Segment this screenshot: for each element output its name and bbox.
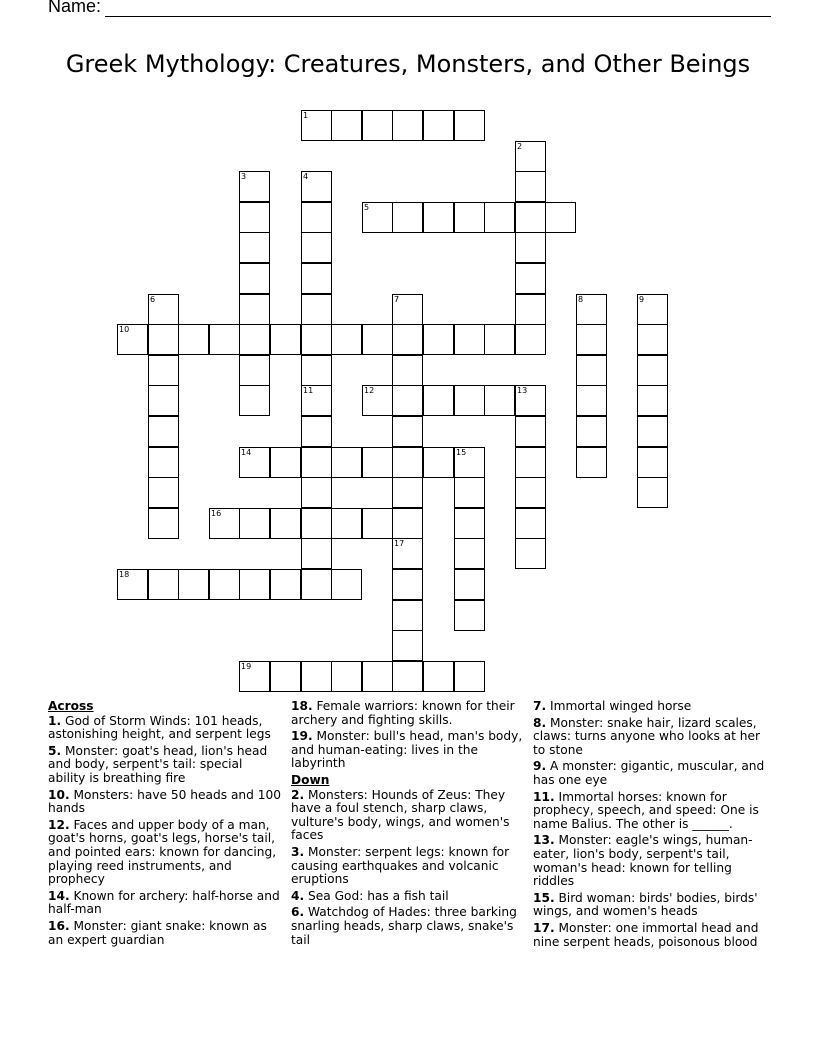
grid-cell[interactable] xyxy=(454,447,485,478)
grid-cell[interactable] xyxy=(392,110,423,141)
grid-cell[interactable] xyxy=(484,324,515,355)
grid-cell[interactable] xyxy=(515,416,546,447)
grid-cell[interactable] xyxy=(515,385,546,416)
grid-cell[interactable] xyxy=(515,232,546,263)
grid-cell[interactable] xyxy=(239,263,270,294)
grid-cell[interactable] xyxy=(209,508,240,539)
grid-cell[interactable] xyxy=(576,447,607,478)
grid-cell[interactable] xyxy=(301,569,332,600)
clue-across-12: 12. Faces and upper body of a man, goat's horns, goat's legs, horse's tail, and pointed ears: known for dancing, playing reed instruments, and prophecy xyxy=(48,817,277,887)
grid-cell[interactable] xyxy=(637,416,668,447)
clue-number: 6 xyxy=(150,295,156,304)
grid-cell[interactable] xyxy=(239,355,270,386)
clue-down-2: 2. Monsters: Hounds of Zeus: They have a foul stench, sharp claws, vulture's body, wings, and women's faces xyxy=(291,787,510,843)
clue-number: 10 xyxy=(119,325,130,334)
grid-cell[interactable] xyxy=(239,508,270,539)
grid-cell[interactable] xyxy=(423,324,454,355)
clue-down-3: 3. Monster: serpent legs: known for causing earthquakes and volcanic eruptions xyxy=(291,844,510,887)
grid-cell[interactable] xyxy=(270,569,301,600)
grid-cell[interactable] xyxy=(148,569,179,600)
grid-cell[interactable] xyxy=(239,447,270,478)
grid-cell[interactable] xyxy=(362,447,393,478)
clue-number: 16 xyxy=(211,509,222,518)
grid-cell[interactable] xyxy=(301,477,332,508)
clue-down-8: 8. Monster: snake hair, lizard scales, claws: turns anyone who looks at her to stone xyxy=(533,715,761,757)
grid-cell[interactable] xyxy=(454,202,485,233)
grid-cell[interactable] xyxy=(392,538,423,569)
grid-cell[interactable] xyxy=(301,447,332,478)
clue-number: 12 xyxy=(364,386,375,395)
grid-cell[interactable] xyxy=(637,385,668,416)
grid-cell[interactable] xyxy=(148,294,179,325)
grid-cell[interactable] xyxy=(270,324,301,355)
grid-cell[interactable] xyxy=(178,324,209,355)
grid-cell[interactable] xyxy=(392,661,423,692)
clue-number: 8 xyxy=(578,295,584,304)
clue-down-7: 7. Immortal winged horse xyxy=(533,699,692,713)
grid-cell[interactable] xyxy=(331,508,362,539)
clue-number: 15 xyxy=(456,448,467,457)
grid-cell[interactable] xyxy=(637,477,668,508)
grid-cell[interactable] xyxy=(454,600,485,631)
clue-number: 5 xyxy=(364,203,370,212)
grid-cell[interactable] xyxy=(392,447,423,478)
clue-number: 1 xyxy=(303,111,309,120)
grid-cell[interactable] xyxy=(301,324,332,355)
grid-cell[interactable] xyxy=(484,385,515,416)
clue-number: 9 xyxy=(639,295,645,304)
grid-cell[interactable] xyxy=(515,508,546,539)
grid-cell[interactable] xyxy=(515,294,546,325)
clue-across-14: 14. Known for archery: half-horse and half-man xyxy=(48,888,280,917)
grid-cell[interactable] xyxy=(148,355,179,386)
clue-number: 4 xyxy=(303,172,309,181)
grid-cell[interactable] xyxy=(454,110,485,141)
clue-across-10: 10. Monsters: have 50 heads and 100 hands xyxy=(48,787,282,816)
grid-cell[interactable] xyxy=(576,324,607,355)
page-title: Greek Mythology: Creatures, Monsters, and Other Beings xyxy=(65,50,751,78)
grid-cell[interactable] xyxy=(301,263,332,294)
clue-across-5: 5. Monster: goat's head, lion's head and body, serpent's tail: special ability is breathing fire xyxy=(48,743,268,785)
grid-cell[interactable] xyxy=(117,324,148,355)
grid-cell[interactable] xyxy=(637,447,668,478)
grid-cell[interactable] xyxy=(576,294,607,325)
grid-cell[interactable] xyxy=(301,416,332,447)
grid-cell[interactable] xyxy=(515,263,546,294)
grid-cell[interactable] xyxy=(576,385,607,416)
grid-cell[interactable] xyxy=(423,385,454,416)
clue-down-17: 17. Monster: one immortal head and nine serpent heads, poisonous blood xyxy=(533,920,759,949)
clue-number: 19 xyxy=(241,662,252,671)
grid-cell[interactable] xyxy=(148,324,179,355)
grid-cell[interactable] xyxy=(515,202,546,233)
grid-cell[interactable] xyxy=(576,416,607,447)
grid-cell[interactable] xyxy=(270,508,301,539)
clue-number: 2 xyxy=(517,142,523,151)
grid-cell[interactable] xyxy=(637,324,668,355)
grid-cell[interactable] xyxy=(270,447,301,478)
clue-number: 7 xyxy=(394,295,400,304)
clue-number: 13 xyxy=(517,386,528,395)
grid-cell[interactable] xyxy=(515,538,546,569)
grid-cell[interactable] xyxy=(454,569,485,600)
grid-cell[interactable] xyxy=(484,202,515,233)
grid-cell[interactable] xyxy=(331,110,362,141)
grid-cell[interactable] xyxy=(148,385,179,416)
grid-cell[interactable] xyxy=(515,141,546,172)
grid-cell[interactable] xyxy=(454,661,485,692)
across-heading: Across xyxy=(48,699,94,713)
grid-cell[interactable] xyxy=(301,661,332,692)
grid-cell[interactable] xyxy=(239,202,270,233)
grid-cell[interactable] xyxy=(392,294,423,325)
grid-cell[interactable] xyxy=(392,324,423,355)
grid-cell[interactable] xyxy=(515,477,546,508)
grid-cell[interactable] xyxy=(362,110,393,141)
clue-down-13: 13. Monster: eagle's wings, human-eater, lion's body, serpent's tail, woman's head: known for telling riddles xyxy=(533,833,753,889)
grid-cell[interactable] xyxy=(148,416,179,447)
grid-cell[interactable] xyxy=(331,569,362,600)
grid-cell[interactable] xyxy=(392,630,423,661)
grid-cell[interactable] xyxy=(454,477,485,508)
grid-cell[interactable] xyxy=(392,355,423,386)
grid-cell[interactable] xyxy=(239,232,270,263)
grid-cell[interactable] xyxy=(301,232,332,263)
name-label: Name: xyxy=(48,0,102,16)
grid-cell[interactable] xyxy=(423,661,454,692)
clue-number: 17 xyxy=(394,539,405,548)
grid-cell[interactable] xyxy=(301,385,332,416)
grid-cell[interactable] xyxy=(576,355,607,386)
grid-cell[interactable] xyxy=(301,110,332,141)
grid-cell[interactable] xyxy=(515,447,546,478)
grid-cell[interactable] xyxy=(239,569,270,600)
grid-cell[interactable] xyxy=(301,355,332,386)
clue-number: 3 xyxy=(241,172,247,181)
grid-cell[interactable] xyxy=(239,324,270,355)
grid-cell[interactable] xyxy=(148,447,179,478)
grid-cell[interactable] xyxy=(362,508,393,539)
grid-cell[interactable] xyxy=(515,324,546,355)
grid-cell[interactable] xyxy=(148,477,179,508)
grid-cell[interactable] xyxy=(209,324,240,355)
grid-cell[interactable] xyxy=(392,569,423,600)
grid-cell[interactable] xyxy=(301,171,332,202)
grid-cell[interactable] xyxy=(423,202,454,233)
clue-across-16: 16. Monster: giant snake: known as an expert guardian xyxy=(48,918,267,947)
clue-number: 14 xyxy=(241,448,252,457)
clue-down-4: 4. Sea God: has a fish tail xyxy=(291,888,449,903)
grid-cell[interactable] xyxy=(301,538,332,569)
clue-across-19: 19. Monster: bull's head, man's body, and human-eating: lives in the labyrinth xyxy=(291,729,523,771)
grid-cell[interactable] xyxy=(362,324,393,355)
grid-cell[interactable] xyxy=(454,508,485,539)
grid-cell[interactable] xyxy=(637,355,668,386)
grid-cell[interactable] xyxy=(515,171,546,202)
clues-column-3 xyxy=(533,700,768,952)
grid-cell[interactable] xyxy=(545,202,576,233)
clue-down-15: 15. Bird woman: birds' bodies, birds' wings, and women's heads xyxy=(533,890,758,919)
grid-cell[interactable] xyxy=(239,171,270,202)
grid-cell[interactable] xyxy=(454,324,485,355)
grid-cell[interactable] xyxy=(637,294,668,325)
grid-cell[interactable] xyxy=(454,538,485,569)
grid-cell[interactable] xyxy=(392,385,423,416)
clue-number: 18 xyxy=(119,570,130,579)
grid-cell[interactable] xyxy=(148,508,179,539)
grid-cell[interactable] xyxy=(239,294,270,325)
clues-column-1 xyxy=(48,700,283,950)
clue-down-9: 9. A monster: gigantic, muscular, and has one eye xyxy=(533,759,765,787)
clue-number: 11 xyxy=(303,386,314,395)
clues-column-2 xyxy=(291,700,526,950)
grid-cell[interactable] xyxy=(454,385,485,416)
clue-down-6: 6. Watchdog of Hades: three barking snarling heads, sharp claws, snake's tail xyxy=(291,905,517,947)
grid-cell[interactable] xyxy=(178,569,209,600)
clue-across-1: 1. God of Storm Winds: 101 heads, astonishing height, and serpent legs xyxy=(48,713,271,742)
grid-cell[interactable] xyxy=(392,202,423,233)
grid-cell[interactable] xyxy=(117,569,148,600)
clue-down-11: 11. Immortal horses: known for prophecy, speech, and speed: One is name Balius. The other is ______. xyxy=(533,789,759,831)
grid-cell[interactable] xyxy=(331,447,362,478)
grid-cell[interactable] xyxy=(331,661,362,692)
grid-cell[interactable] xyxy=(362,661,393,692)
grid-cell[interactable] xyxy=(392,416,423,447)
grid-cell[interactable] xyxy=(331,324,362,355)
down-heading: Down xyxy=(291,772,330,787)
grid-cell[interactable] xyxy=(239,661,270,692)
grid-cell[interactable] xyxy=(301,508,332,539)
grid-cell[interactable] xyxy=(423,110,454,141)
grid-cell[interactable] xyxy=(392,477,423,508)
grid-cell[interactable] xyxy=(392,600,423,631)
grid-cell[interactable] xyxy=(362,202,393,233)
grid-cell[interactable] xyxy=(301,202,332,233)
grid-cell[interactable] xyxy=(392,508,423,539)
grid-cell[interactable] xyxy=(362,385,393,416)
grid-cell[interactable] xyxy=(423,447,454,478)
clue-across-18: 18. Female warriors: known for their archery and fighting skills. xyxy=(291,699,515,727)
grid-cell[interactable] xyxy=(239,385,270,416)
grid-cell[interactable] xyxy=(209,569,240,600)
grid-cell[interactable] xyxy=(301,294,332,325)
grid-cell[interactable] xyxy=(270,661,301,692)
